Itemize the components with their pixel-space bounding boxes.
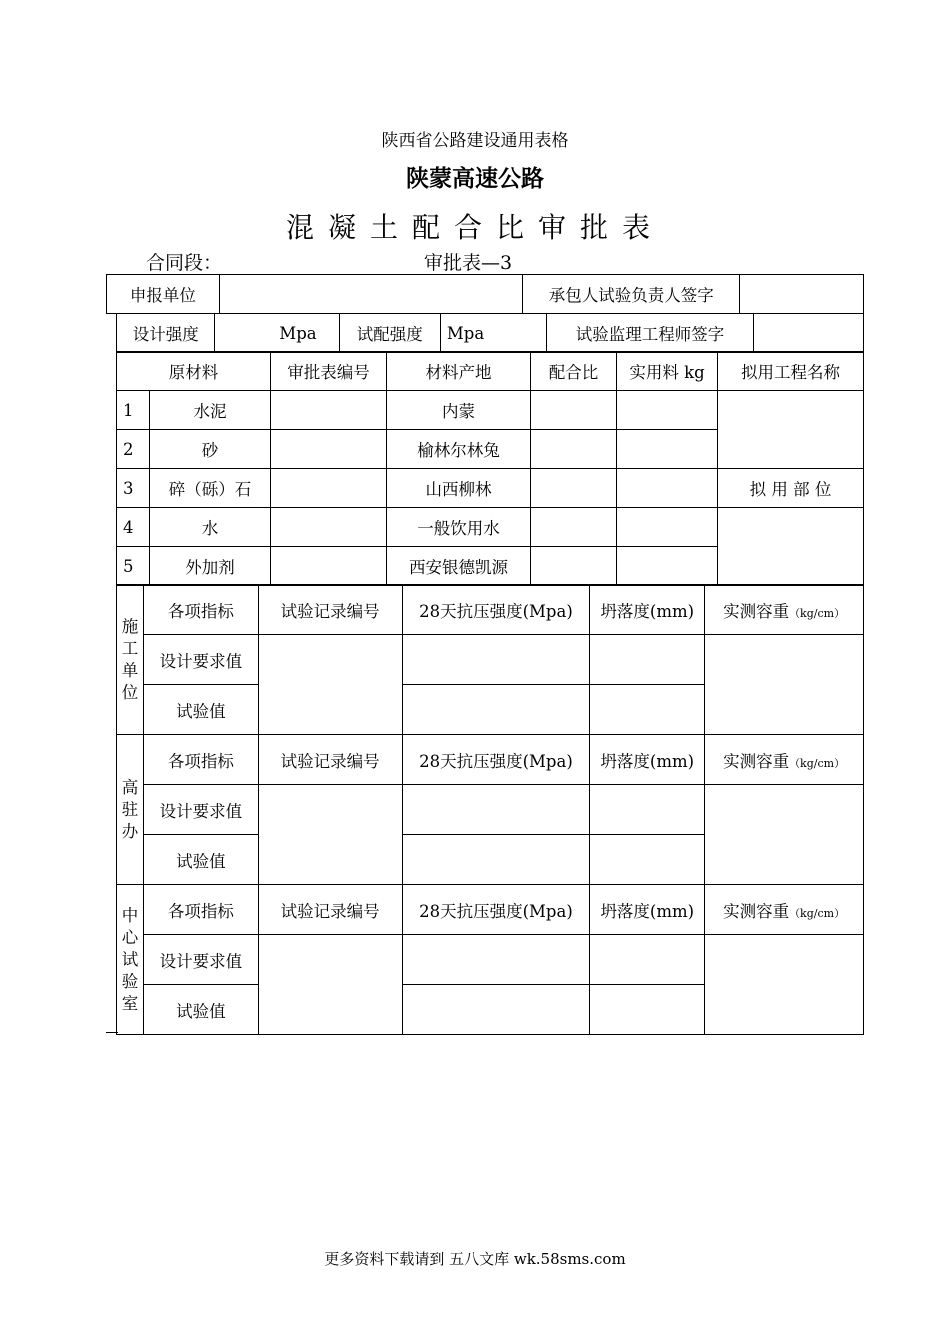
col-density: 实测容重（kg/cm） (705, 735, 864, 785)
record-no-field[interactable] (258, 635, 402, 735)
material-kg-field[interactable] (617, 469, 718, 508)
slump-test-field[interactable] (590, 835, 705, 885)
slump-test-field[interactable] (590, 685, 705, 735)
contract-label: 合同段： (146, 252, 223, 274)
slump-design-field[interactable] (590, 935, 705, 985)
header-project-name: 拟用工程名称 (718, 352, 864, 391)
design-strength-field[interactable] (215, 314, 339, 353)
material-ratio-field[interactable] (531, 469, 617, 508)
material-kg-field[interactable] (617, 508, 718, 547)
material-kg-field[interactable] (617, 391, 718, 430)
row-design-value: 设计要求值 (143, 785, 258, 835)
section-label: 施工单位 (117, 585, 144, 735)
record-no-field[interactable] (258, 935, 402, 1035)
design-strength-label: 设计强度 (117, 314, 215, 353)
strength-design-field[interactable] (402, 935, 590, 985)
material-no: 1 (117, 391, 150, 430)
density-unit: （kg/cm） (789, 606, 846, 620)
density-unit: （kg/cm） (789, 756, 846, 770)
col-slump: 坍落度(mm) (590, 885, 705, 935)
strength-design-field[interactable] (402, 785, 590, 835)
strength-design-field[interactable] (402, 635, 590, 685)
section-label: 中心试验室 (117, 885, 144, 1035)
project-name-field[interactable] (718, 391, 864, 469)
density-unit: （kg/cm） (789, 906, 846, 920)
density-field[interactable] (705, 635, 864, 735)
footer-text: 更多资料下载请到 五八文库 wk.58sms.com (324, 1250, 626, 1268)
col-slump: 坍落度(mm) (590, 585, 705, 635)
header-raw-material: 原材料 (117, 352, 271, 391)
col-strength-28d: 28天抗压强度(Mpa) (402, 885, 590, 935)
material-approval-field[interactable] (271, 391, 387, 430)
material-name: 水泥 (150, 391, 271, 430)
material-origin: 山西柳林 (387, 469, 531, 508)
density-field[interactable] (705, 785, 864, 885)
location-label: 拟 用 部 位 (718, 469, 864, 508)
col-record-no: 试验记录编号 (258, 585, 402, 635)
material-origin: 榆林尔林兔 (387, 430, 531, 469)
trial-strength-label: 试配强度 (339, 314, 440, 353)
materials-table (116, 351, 864, 586)
trial-strength-field[interactable] (440, 314, 546, 353)
col-indicator: 各项指标 (143, 735, 258, 785)
material-name: 外加剂 (150, 547, 271, 586)
contractor-sign-field[interactable] (740, 275, 864, 314)
material-name: 水 (150, 508, 271, 547)
col-slump: 坍落度(mm) (590, 735, 705, 785)
material-ratio-field[interactable] (531, 547, 617, 586)
material-ratio-field[interactable] (531, 508, 617, 547)
density-field[interactable] (705, 935, 864, 1035)
material-kg-field[interactable] (617, 430, 718, 469)
supervisor-sign-field[interactable] (753, 314, 863, 353)
material-approval-field[interactable] (271, 547, 387, 586)
row-test-value: 试验值 (143, 835, 258, 885)
slump-design-field[interactable] (590, 785, 705, 835)
location-field[interactable] (718, 508, 864, 586)
material-origin: 内蒙 (387, 391, 531, 430)
form-number: 审批表—3 (424, 252, 513, 274)
material-no: 4 (117, 508, 150, 547)
col-indicator: 各项指标 (143, 885, 258, 935)
row-test-value: 试验值 (143, 685, 258, 735)
design-strength-unit: Mpa (279, 323, 317, 343)
row-test-value: 试验值 (143, 985, 258, 1035)
material-name: 砂 (150, 430, 271, 469)
strength-row (116, 313, 864, 353)
record-no-field[interactable] (258, 785, 402, 885)
section-label: 高驻办 (117, 735, 144, 885)
material-no: 5 (117, 547, 150, 586)
applicant-field[interactable] (219, 275, 523, 314)
strength-test-field[interactable] (402, 685, 590, 735)
slump-test-field[interactable] (590, 985, 705, 1035)
col-strength-28d: 28天抗压强度(Mpa) (402, 735, 590, 785)
material-name: 碎（砾）石 (150, 469, 271, 508)
test-results-table (116, 584, 864, 1035)
col-density: 实测容重（kg/cm） (705, 885, 864, 935)
material-approval-field[interactable] (271, 430, 387, 469)
applicant-label: 申报单位 (107, 275, 220, 314)
header-actual-kg: 实用料 kg (617, 352, 718, 391)
material-no: 3 (117, 469, 150, 508)
header-line1: 陕西省公路建设通用表格 (381, 131, 569, 151)
header-origin: 材料产地 (387, 352, 531, 391)
supervisor-sign-label: 试验监理工程师签字 (547, 314, 754, 353)
applicant-row (106, 274, 864, 314)
col-indicator: 各项指标 (143, 585, 258, 635)
material-no: 2 (117, 430, 150, 469)
strength-test-field[interactable] (402, 835, 590, 885)
header-line2: 陕蒙高速公路 (406, 166, 544, 192)
material-approval-field[interactable] (271, 508, 387, 547)
slump-design-field[interactable] (590, 635, 705, 685)
material-kg-field[interactable] (617, 547, 718, 586)
col-record-no: 试验记录编号 (258, 885, 402, 935)
material-origin: 一般饮用水 (387, 508, 531, 547)
trial-strength-unit: Mpa (446, 323, 485, 343)
material-ratio-field[interactable] (531, 391, 617, 430)
material-ratio-field[interactable] (531, 430, 617, 469)
header-mix-ratio: 配合比 (531, 352, 617, 391)
row-design-value: 设计要求值 (143, 635, 258, 685)
contractor-sign-label: 承包人试验负责人签字 (523, 275, 740, 314)
row-design-value: 设计要求值 (143, 935, 258, 985)
col-record-no: 试验记录编号 (258, 735, 402, 785)
col-strength-28d: 28天抗压强度(Mpa) (402, 585, 590, 635)
material-origin: 西安银德凯源 (387, 547, 531, 586)
col-density: 实测容重（kg/cm） (705, 585, 864, 635)
header-approval-no: 审批表编号 (271, 352, 387, 391)
strength-test-field[interactable] (402, 985, 590, 1035)
table-end-stub (106, 1032, 118, 1033)
form-title: 混凝土配合比审批表 (285, 211, 664, 244)
material-approval-field[interactable] (271, 469, 387, 508)
